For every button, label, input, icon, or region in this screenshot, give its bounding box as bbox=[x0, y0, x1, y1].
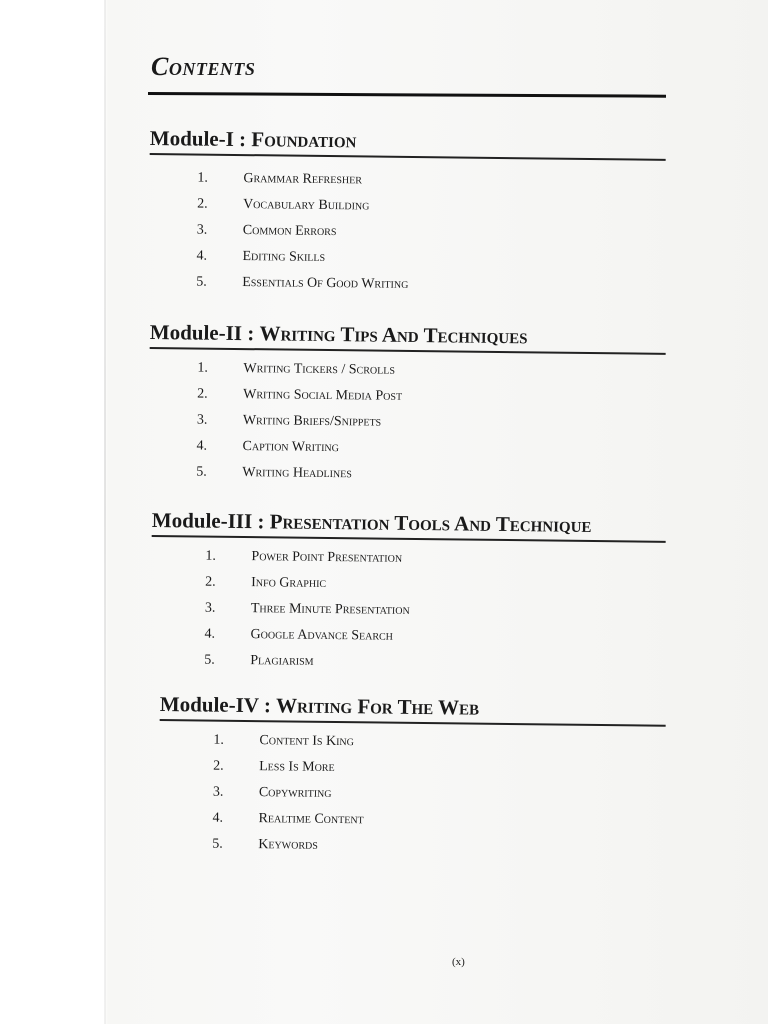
item-number: 4. bbox=[212, 810, 224, 826]
item-number: 2. bbox=[205, 574, 216, 590]
item-label: Writing Tickers / Scrolls bbox=[243, 361, 396, 378]
item-label: Copywriting bbox=[258, 785, 332, 801]
item-number: 3. bbox=[212, 784, 224, 800]
module-title: Presentation Tools And Technique bbox=[269, 509, 592, 537]
item-label: Google Advance Search bbox=[250, 627, 394, 644]
list-item bbox=[164, 831, 664, 863]
module-item-list bbox=[148, 355, 665, 491]
module-title: Foundation bbox=[251, 127, 357, 153]
module-title: Writing Tips And Techniques bbox=[259, 321, 528, 349]
module-item-list bbox=[148, 165, 665, 301]
module-item-list bbox=[164, 727, 665, 863]
item-number: 5. bbox=[212, 836, 223, 852]
item-number: 1. bbox=[213, 732, 225, 748]
item-label: Writing Headlines bbox=[242, 465, 352, 482]
item-number: 2. bbox=[197, 196, 208, 212]
item-label: Realtime Content bbox=[258, 811, 364, 828]
contents-rule bbox=[148, 92, 666, 98]
item-label: Three Minute Presentation bbox=[250, 601, 410, 618]
item-number: 5. bbox=[196, 464, 207, 480]
item-number: 5. bbox=[196, 274, 207, 290]
item-label: Power Point Presentation bbox=[251, 549, 403, 566]
module-1 bbox=[148, 126, 666, 301]
list-item bbox=[148, 459, 664, 491]
item-number: 1. bbox=[205, 548, 217, 564]
item-number: 5. bbox=[204, 652, 215, 668]
item-number: 3. bbox=[204, 600, 216, 616]
item-label: Caption Writing bbox=[242, 439, 340, 456]
module-2 bbox=[148, 320, 666, 491]
item-label: Vocabulary Building bbox=[243, 197, 370, 214]
page-number: (x) bbox=[452, 956, 465, 968]
item-number: 4. bbox=[204, 626, 216, 642]
item-number: 3. bbox=[196, 412, 208, 428]
item-label: Less Is More bbox=[259, 759, 335, 775]
list-item bbox=[148, 269, 664, 301]
module-item-list bbox=[156, 543, 665, 679]
item-number: 2. bbox=[213, 758, 224, 774]
module-prefix: Module-IV : bbox=[159, 692, 277, 718]
item-label: Grammar Refresher bbox=[243, 171, 363, 188]
item-label: Writing Briefs/Snippets bbox=[242, 413, 382, 430]
module-3 bbox=[150, 508, 666, 679]
list-item bbox=[156, 647, 664, 679]
item-label: Content Is King bbox=[259, 733, 354, 750]
item-number: 1. bbox=[197, 170, 208, 186]
item-number: 4. bbox=[196, 438, 208, 454]
module-prefix: Module-II : bbox=[149, 320, 260, 346]
module-prefix: Module-I : bbox=[149, 126, 252, 152]
item-label: Editing Skills bbox=[242, 249, 326, 265]
item-label: Essentials Of Good Writing bbox=[242, 275, 409, 292]
item-label: Info Graphic bbox=[251, 575, 327, 591]
module-heading bbox=[150, 320, 666, 351]
item-label: Plagiarism bbox=[250, 653, 314, 669]
item-label: Keywords bbox=[258, 837, 318, 853]
module-heading bbox=[152, 508, 666, 539]
module-4 bbox=[158, 692, 666, 863]
item-number: 3. bbox=[196, 222, 208, 238]
module-prefix: Module-III : bbox=[151, 508, 270, 534]
contents-title: Contents bbox=[151, 52, 256, 81]
module-heading bbox=[150, 126, 666, 157]
module-heading bbox=[160, 692, 666, 723]
item-number: 2. bbox=[197, 386, 208, 402]
page-gutter-shadow bbox=[104, 0, 106, 1024]
item-label: Writing Social Media Post bbox=[243, 387, 403, 404]
item-number: 1. bbox=[197, 360, 209, 376]
item-label: Common Errors bbox=[242, 223, 337, 240]
module-title: Writing For The Web bbox=[276, 693, 480, 720]
item-number: 4. bbox=[196, 248, 208, 264]
